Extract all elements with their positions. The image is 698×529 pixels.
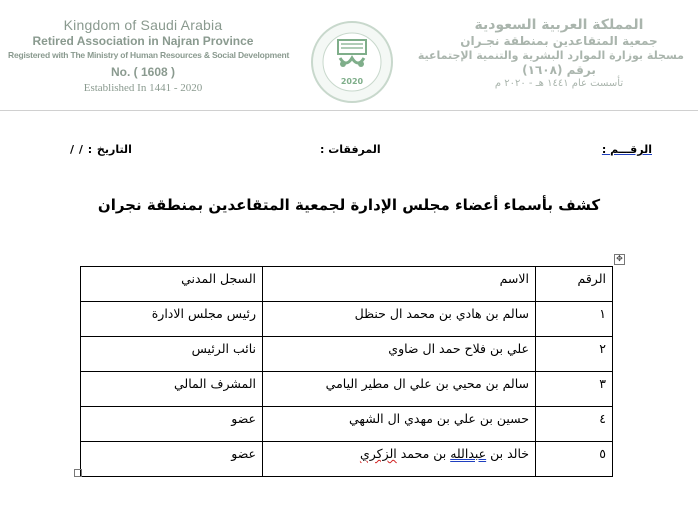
row-number[interactable]: ٣	[536, 372, 613, 407]
letterhead	[0, 0, 698, 112]
association-logo	[310, 20, 394, 104]
member-role[interactable]: عضو	[81, 407, 263, 442]
row-number[interactable]: ٢	[536, 337, 613, 372]
name-part: بن محمد	[396, 446, 451, 461]
english-established: Established In 1441 - 2020	[83, 81, 203, 94]
move-handle-icon[interactable]: ✥	[614, 254, 625, 265]
member-name[interactable]: علي بن فلاح حمد ال ضاوي	[263, 337, 536, 372]
row-number[interactable]: ٤	[536, 407, 613, 442]
arabic-established: تأسست عام ١٤٤١ هـ - ٢٠٢٠ م	[494, 78, 624, 89]
name-part: خالد بن	[486, 446, 529, 461]
row-number[interactable]: ١	[536, 302, 613, 337]
resize-handle-icon[interactable]	[74, 469, 82, 477]
english-registration-number: No. ( 1608 )	[110, 64, 176, 79]
member-role[interactable]: المشرف المالي	[81, 372, 263, 407]
letterhead-english	[8, 17, 290, 94]
arabic-registration-number: برقم (١٦٠٨)	[522, 63, 596, 77]
table-row	[81, 372, 613, 407]
header-divider	[0, 110, 698, 111]
table-row	[81, 302, 613, 337]
reference-number-label: الرقـــم :	[601, 143, 652, 156]
table-header-row	[81, 267, 613, 302]
row-number[interactable]: ٥	[536, 442, 613, 477]
name-part-flagged: عبدالله	[450, 446, 487, 461]
member-name[interactable]: سالم بن محيي بن علي ال مطير اليامي	[263, 372, 536, 407]
member-name[interactable]	[263, 442, 536, 477]
header-name[interactable]: الاسم	[263, 267, 536, 302]
document-title: كشف بأسماء أعضاء مجلس الإدارة لجمعية المتقاعدين بمنطقة نجران	[97, 196, 601, 214]
arabic-registration-note: مسجلة بوزارة الموارد البشرية والتنمية الإجتماعية	[417, 49, 684, 62]
member-role[interactable]: رئيس مجلس الادارة	[81, 302, 263, 337]
table-row	[81, 407, 613, 442]
english-country-name: Kingdom of Saudi Arabia	[63, 17, 223, 33]
member-role[interactable]: نائب الرئيس	[81, 337, 263, 372]
header-number[interactable]: الرقم	[536, 267, 613, 302]
letterhead-arabic	[417, 17, 684, 89]
board-members-table[interactable]	[80, 266, 613, 477]
logo-year: 2020	[340, 77, 364, 86]
english-association-name: Retired Association in Najran Province	[32, 34, 254, 48]
name-part-misspelled: الزكري	[359, 446, 397, 461]
attachments-label: المرفقات :	[320, 143, 381, 156]
member-role[interactable]: عضو	[81, 442, 263, 477]
arabic-association-name: جمعية المتقاعدين بمنطقة نجـران	[460, 34, 658, 48]
date-label: التاريخ : / /	[70, 143, 132, 156]
table-row	[81, 442, 613, 477]
member-name[interactable]: سالم بن هادي بن محمد ال حنظل	[263, 302, 536, 337]
table-row	[81, 337, 613, 372]
english-registration-note: Registered with The Ministry of Human Resources & Social Development	[8, 50, 290, 60]
arabic-country-name: المملكة العربية السعودية	[474, 17, 644, 33]
member-name[interactable]: حسين بن علي بن مهدي ال الشهي	[263, 407, 536, 442]
header-civil-record[interactable]: السجل المدني	[81, 267, 263, 302]
